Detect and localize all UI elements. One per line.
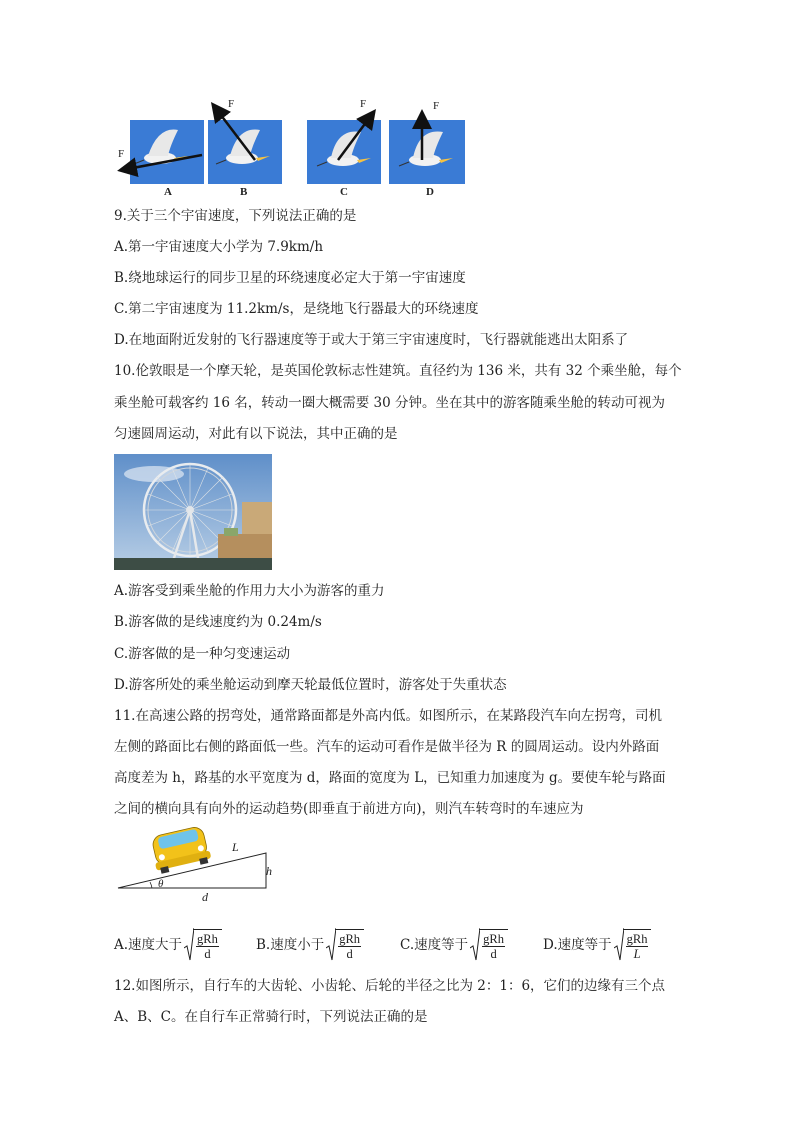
force-label-a: F bbox=[118, 148, 125, 160]
q9-stem: 9.关于三个宇宙速度，下列说法正确的是 bbox=[114, 208, 357, 224]
frac-num-a: gRh bbox=[197, 932, 218, 946]
frac-den-d: L bbox=[633, 947, 641, 961]
q11-stem-line-4: 之间的横向具有向外的运动趋势(即垂直于前进方向)，则汽车转弯时的车速应为 bbox=[114, 801, 584, 817]
panel-label-a: A bbox=[164, 186, 172, 198]
q11-option-d-text: D.速度等于 bbox=[543, 937, 612, 953]
q11-option-b bbox=[256, 928, 364, 962]
q11-option-b-text: B.速度小于 bbox=[256, 937, 325, 953]
force-arrow-b bbox=[214, 106, 255, 160]
q11-option-a bbox=[114, 928, 222, 962]
label-l: L bbox=[232, 840, 239, 854]
q10-option-b: B.游客做的是线速度约为 0.24m/s bbox=[114, 614, 322, 630]
q10-option-a: A.游客受到乘坐舱的作用力大小为游客的重力 bbox=[114, 583, 385, 599]
q11-option-d bbox=[543, 928, 651, 962]
label-d: d bbox=[202, 890, 208, 904]
q11-option-c-text: C.速度等于 bbox=[400, 937, 469, 953]
q11-stem-line-1: 11.在高速公路的拐弯处，通常路面都是外高内低。如图所示，在某路段汽车向左拐弯，司机 bbox=[114, 708, 662, 724]
car-icon bbox=[149, 825, 212, 875]
q11-option-c bbox=[400, 928, 508, 962]
panel-label-d: D bbox=[426, 186, 434, 198]
label-h: h bbox=[266, 864, 272, 878]
frac-den-a: d bbox=[204, 947, 211, 961]
banked-road-diagram bbox=[114, 824, 284, 908]
q10-option-c: C.游客做的是一种匀变速运动 bbox=[114, 646, 291, 662]
q11-stem-line-3: 高度差为 h，路基的水平宽度为 d，路面的宽度为 L，已知重力加速度为 g。要使车轮与路面 bbox=[114, 770, 666, 786]
sqrt-a bbox=[184, 928, 222, 962]
q10-stem-line-1: 10.伦敦眼是一个摩天轮，是英国伦敦标志性建筑。直径约为 136 米，共有 32 个乘坐舱，每个 bbox=[114, 363, 682, 379]
force-arrow-c bbox=[338, 113, 373, 160]
q12-stem-line-1: 12.如图所示，自行车的大齿轮、小齿轮、后轮的半径之比为 2：1：6，它们的边缘有三个点 bbox=[114, 978, 666, 994]
q11-stem-line-2: 左侧的路面比右侧的路面低一些。汽车的运动可看作是做半径为 R 的圆周运动。设内外路面 bbox=[114, 739, 660, 755]
q12-stem-line-2: A、B、C。在自行车正常骑行时，下列说法正确的是 bbox=[114, 1009, 428, 1025]
label-theta: θ bbox=[158, 878, 164, 890]
force-label-c: F bbox=[360, 98, 367, 110]
frac-num-c: gRh bbox=[483, 932, 504, 946]
frac-den-b: d bbox=[346, 947, 353, 961]
sqrt-c bbox=[470, 928, 508, 962]
frac-num-b: gRh bbox=[339, 932, 361, 946]
q10-stem-line-3: 匀速圆周运动，对此有以下说法，其中正确的是 bbox=[114, 426, 398, 442]
frac-den-c: d bbox=[490, 947, 497, 961]
q9-option-d: D.在地面附近发射的飞行器速度等于或大于第三宇宙速度时，飞行器就能逃出太阳系了 bbox=[114, 332, 629, 348]
q9-option-b: B.绕地球运行的同步卫星的环绕速度必定大于第一宇宙速度 bbox=[114, 270, 466, 286]
panel-label-b: B bbox=[240, 186, 248, 198]
sqrt-d bbox=[614, 928, 652, 962]
force-arrows bbox=[0, 0, 794, 200]
frac-num-d: gRh bbox=[626, 932, 648, 946]
force-label-b: F bbox=[228, 98, 235, 110]
force-label-d: F bbox=[433, 100, 440, 112]
q9-option-c: C.第二宇宙速度为 11.2km/s，是绕地飞行器最大的环绕速度 bbox=[114, 301, 479, 317]
sqrt-b bbox=[326, 928, 364, 962]
q10-option-d: D.游客所处的乘坐舱运动到摩天轮最低位置时，游客处于失重状态 bbox=[114, 677, 507, 693]
force-arrow-a bbox=[122, 155, 202, 170]
q9-option-a: A.第一宇宙速度大小学为 7.9km/h bbox=[114, 239, 324, 255]
panel-label-c: C bbox=[340, 186, 348, 198]
london-eye-photo bbox=[114, 454, 272, 570]
q11-option-a-text: A.速度大于 bbox=[114, 937, 183, 953]
q10-stem-line-2: 乘坐舱可载客约 16 名，转动一圈大概需要 30 分钟。坐在其中的游客随乘坐舱的转动可视为 bbox=[114, 395, 666, 411]
